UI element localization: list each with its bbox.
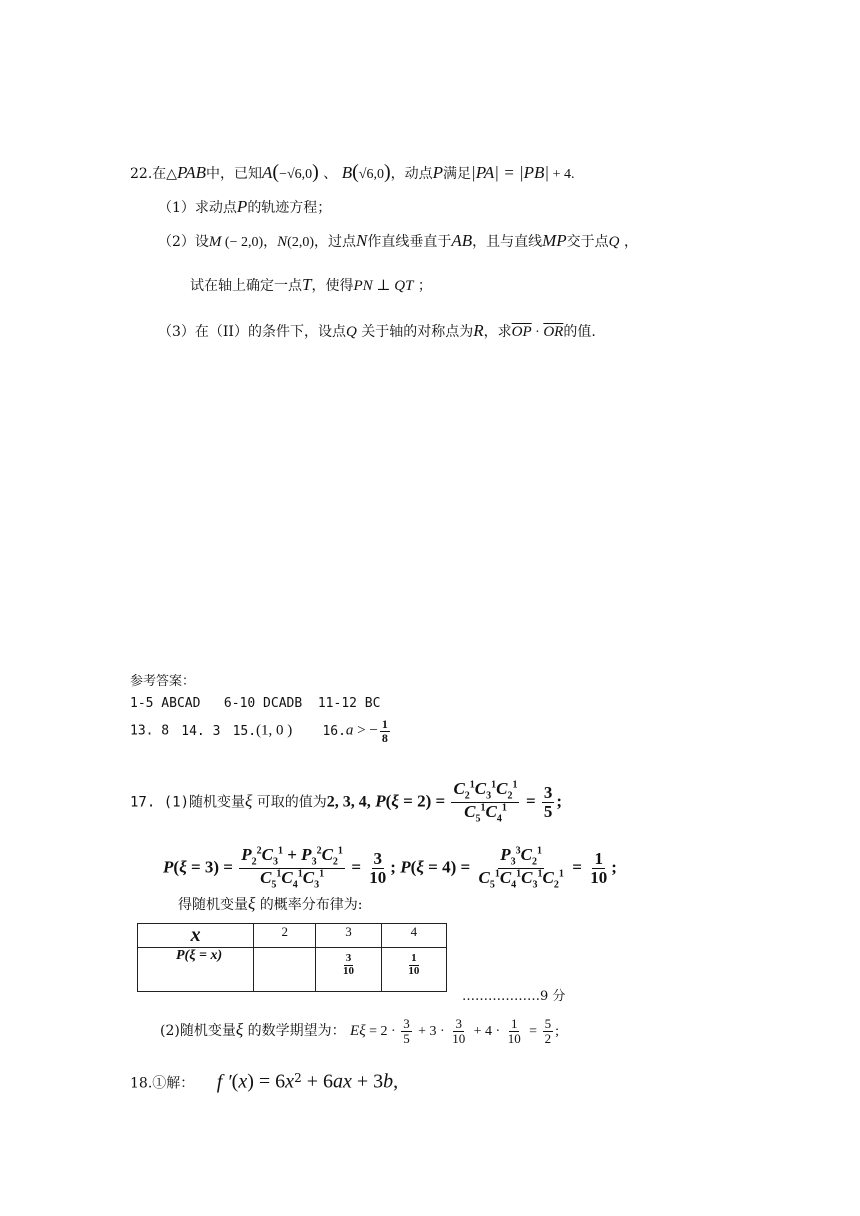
q17-line1: 17. (1)随机变量ξ 可取的值为2, 3, 4, P(ξ = 2) = $\frac{C_2^1C_3^1C_2^1}{C_5^1C_4^1}$ = $\frac{3}{5}$ ; <box>130 779 563 825</box>
fraction: $\frac{1}{10}$ <box>507 1016 521 1046</box>
answers-line2: 13. 8 14. 3 15.(1, 0 ) 16.a > − $\frac{1}{8}$ <box>130 717 388 745</box>
q22-part2: （2）设M (− 2,0)，N(2,0)，过点N作直线垂直于AB，且与直线MP交于点Q ， <box>158 231 638 250</box>
table-cell <box>381 948 446 992</box>
answers-heading: 参考答案： <box>130 674 196 689</box>
table-header-cell: 3 <box>316 924 381 948</box>
table-row <box>138 948 447 992</box>
fraction: $\frac{C_2^1C_3^1C_2^1}{C_5^1C_4^1}$ <box>453 779 518 825</box>
q22-part1: （1）求动点P的轨迹方程； <box>158 197 332 216</box>
fraction: $\frac{3}{5}$ <box>543 783 553 821</box>
fraction: $\frac{3}{10}$ <box>369 849 387 887</box>
fraction: $\frac{3}{5}$ <box>403 1016 410 1046</box>
q22-part2-cont: 试在轴上确定一点T，使得PN ⊥ QT ； <box>190 275 432 294</box>
table-row-label: P(ξ = x) <box>138 948 254 992</box>
fraction: $\frac{3}{10}$ <box>452 1016 466 1046</box>
table-header-cell: x <box>138 924 254 948</box>
q17-score: ………………9 分 <box>462 989 566 1004</box>
q22-stem-text: 22.在△ <box>130 166 178 182</box>
fraction: $\frac{1}{10}$ <box>408 952 420 977</box>
table-header-cell: 2 <box>254 924 316 948</box>
answers-line1: 1-5 ABCAD 6-10 DCADB 11-12 BC <box>130 696 381 711</box>
q18-line: 18.①解： f $'(x) = 6x^2 + 6ax + 3b$, <box>130 1070 399 1093</box>
fraction: $\frac{1}{10}$ <box>590 849 608 887</box>
table-header-cell: 4 <box>381 924 446 948</box>
q17-line2: P(ξ = 3) = $\frac{P_2^2C_3^1 + P_3^2C_2^1}{C_5^1C_4^1C_3^1}$ = $\frac{3}{10}$ ; P(ξ = 4) = $\frac{P_3^3C_2^1}{C_5^1C_4^1C_3^1C_2^1}$ = $\frac{1}{10}$ ; <box>163 845 617 891</box>
table-cell <box>316 948 381 992</box>
q22-part3: （3）在（II）的条件下，设点Q 关于轴的对称点为R，求$\overline{OP} \cdot \overline{OR}$的值. <box>158 321 596 340</box>
fraction: $\frac{P_2^2C_3^1 + P_3^2C_2^1}{C_5^1C_4^1C_3^1}$ <box>241 845 343 891</box>
distribution-table <box>137 923 447 992</box>
fraction: $\frac{3}{10}$ <box>342 952 354 977</box>
fraction: $\frac{1}{8}$ <box>381 717 388 745</box>
fraction: $\frac{5}{2}$ <box>544 1016 552 1046</box>
table-header-row <box>138 924 447 948</box>
q17-expectation: (2)随机变量ξ 的数学期望为： Eξ = 2 · $\frac{3}{5}$ + 3 · $\frac{3}{10}$ + 4 · $\frac{1}{10}$ = $\frac{5}{2}$ ; <box>160 1016 559 1046</box>
table-cell <box>254 948 316 992</box>
fraction: $\frac{P_3^3C_2^1}{C_5^1C_4^1C_3^1C_2^1}$ <box>478 845 564 891</box>
q17-dist-label: 得随机变量ξ 的概率分布律为: <box>178 894 363 913</box>
q22-stem: 22.在△PAB中，已知A(−√6,0) 、 B(√6,0)，动点P满足|PA| = |PB| + 4. <box>130 161 575 183</box>
